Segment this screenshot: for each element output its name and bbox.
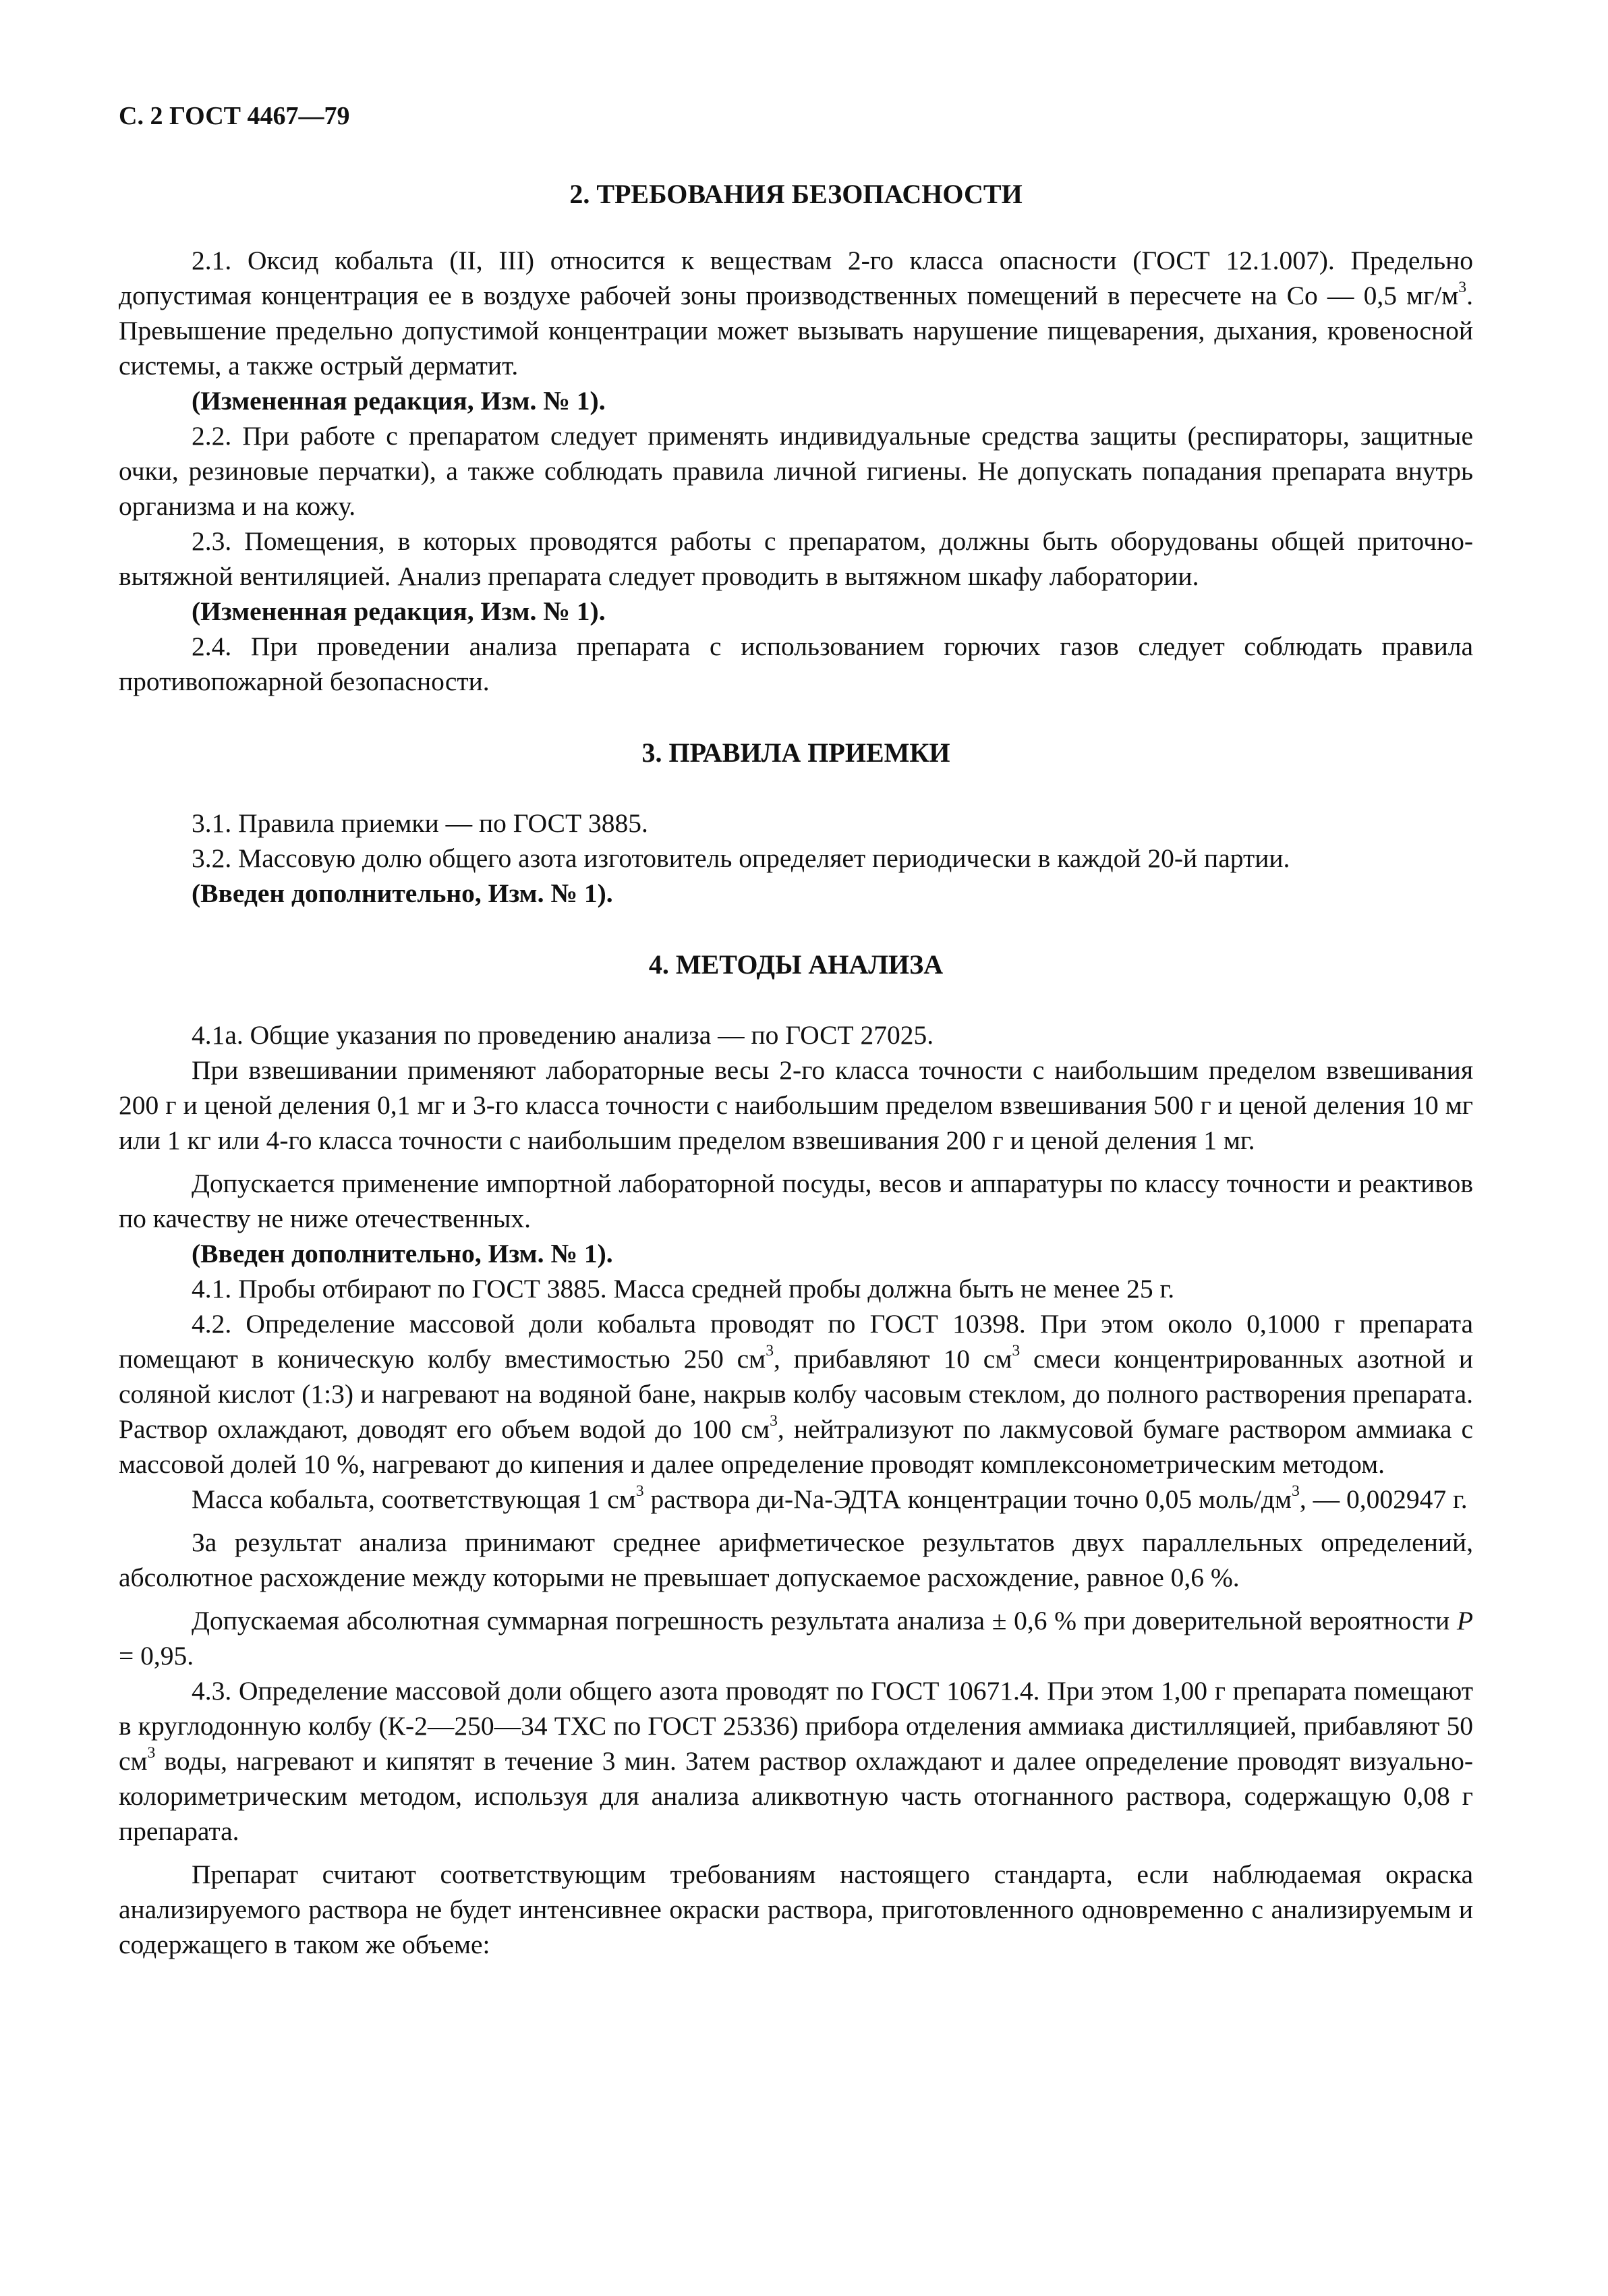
paragraph-4-3 xyxy=(119,1673,1473,1849)
probability-symbol: P xyxy=(1456,1606,1473,1635)
amendment-note: (Измененная редакция, Изм. № 1). xyxy=(192,596,606,626)
paragraph-4-2-text-c: смеси концентрированных азотной и соляной кислот (1:3) и нагревают на водяной бане, накрыв колбу часовым стеклом, до полного растворения препарата. Раствор охлаждают, доводят его объем водой до 100 см xyxy=(119,1344,1473,1444)
paragraph-error-text-a: Допускаемая абсолютная суммарная погрешность результата анализа ± 0,6 % при доверительной вероятности xyxy=(192,1606,1457,1635)
paragraph-4-1: 4.1. Пробы отбирают по ГОСТ 3885. Масса средней пробы должна быть не менее 25 г. xyxy=(192,1274,1175,1304)
paragraph-4-2-text-b: , прибавляют 10 см xyxy=(774,1344,1012,1374)
amendment-note: (Введен дополнительно, Изм. № 1). xyxy=(192,878,613,908)
superscript-3: 3 xyxy=(1458,279,1467,297)
document-body xyxy=(119,177,1473,1962)
paragraph-4-2-text-a: 4.2. Определение массовой доли кобальта проводят по ГОСТ 10398. При этом около 0,1000 г препарата помещают в коническую колбу вместимостью 250 см xyxy=(119,1309,1473,1374)
paragraph-weighing: При взвешивании применяют лабораторные весы 2-го класса точности с наибольшим пределом взвешивания 200 г и ценой деления 0,1 мг и 3-го класса точности с наибольшим пределом взвешивания 500 г и ценой деления 10 мг или 1 кг или 4-го класса точности с наибольшим пределом взвешивания 200 г и ценой деления 1 мг. xyxy=(119,1055,1473,1155)
paragraph-3-1: 3.1. Правила приемки — по ГОСТ 3885. xyxy=(192,808,648,838)
superscript-3: 3 xyxy=(147,1744,156,1762)
superscript-3: 3 xyxy=(1292,1482,1300,1501)
amendment-note: (Введен дополнительно, Изм. № 1). xyxy=(192,1239,613,1268)
superscript-3: 3 xyxy=(1012,1342,1021,1360)
paragraph-error xyxy=(119,1603,1473,1673)
paragraph-2-1-text-a: 2.1. Оксид кобальта (II, III) относится к веществам 2-го класса опасности (ГОСТ 12.1.007). Предельно допустимая концентрация ее в воздухе рабочей зоны производственных помещений в пересчете на Co — 0,5 мг/м xyxy=(119,246,1473,310)
paragraph-result: За результат анализа принимают среднее арифметическое результатов двух параллельных определений, абсолютное расхождение между которыми не превышает допускаемое расхождение, равное 0,6 %. xyxy=(119,1528,1473,1592)
paragraph-2-1 xyxy=(119,243,1473,383)
paragraph-4-2-text-d: , нейтрализуют по лакмусовой бумаге раствором аммиака с массовой долей 10 %, нагревают до кипения и далее определение проводят комплексонометрическим методом. xyxy=(119,1414,1473,1479)
paragraph-4-2 xyxy=(119,1306,1473,1482)
paragraph-2-2: 2.2. При работе с препаратом следует применять индивидуальные средства защиты (респираторы, защитные очки, резиновые перчатки), а также соблюдать правила личной гигиены. Не допускать попадания препарата внутрь организма и на кожу. xyxy=(119,421,1473,521)
section-title-methods: 4. МЕТОДЫ АНАЛИЗА xyxy=(648,949,944,980)
paragraph-3-2: 3.2. Массовую долю общего азота изготовитель определяет периодически в каждой 20-й партии. xyxy=(192,843,1290,873)
paragraph-cobalt-mass xyxy=(119,1482,1473,1517)
paragraph-2-1-text-b: . Превышение предельно допустимой концентрации может вызывать нарушение пищеварения, дыхания, кровеносной системы, а также острый дерматит. xyxy=(119,281,1473,381)
paragraph-4-1a: 4.1а. Общие указания по проведению анализа — по ГОСТ 27025. xyxy=(192,1020,934,1050)
paragraph-4-3-text-a: 4.3. Определение массовой доли общего азота проводят по ГОСТ 10671.4. При этом 1,00 г препарата помещают в круглодонную колбу (К-2—250—34 ТХС по ГОСТ 25336) прибора отделения аммиака дистилляцией, прибавляют 50 см xyxy=(119,1676,1473,1776)
paragraph-cobalt-mass-text-a: Масса кобальта, соответствующая 1 см xyxy=(192,1484,636,1514)
paragraph-import: Допускается применение импортной лабораторной посуды, весов и аппаратуры по классу точности и реактивов по качеству не ниже отечественных. xyxy=(119,1169,1473,1233)
paragraph-2-4: 2.4. При проведении анализа препарата с использованием горючих газов следует соблюдать правила противопожарной безопасности. xyxy=(119,632,1473,696)
section-title-acceptance: 3. ПРАВИЛА ПРИЕМКИ xyxy=(641,737,950,768)
paragraph-cobalt-mass-text-c: , — 0,002947 г. xyxy=(1299,1484,1468,1514)
page-header: С. 2 ГОСТ 4467—79 xyxy=(119,102,350,130)
paragraph-conformity: Препарат считают соответствующим требованиям настоящего стандарта, если наблюдаемая окраска анализируемого раствора не будет интенсивнее окраски раствора, приготовленного одновременно с анализируемым и содержащего в таком же объеме: xyxy=(119,1859,1473,1959)
paragraph-2-3: 2.3. Помещения, в которых проводятся работы с препаратом, должны быть оборудованы общей приточно-вытяжной вентиляцией. Анализ препарата следует проводить в вытяжном шкафу лаборатории. xyxy=(119,526,1473,591)
paragraph-error-text-b: = 0,95. xyxy=(119,1641,194,1671)
superscript-3: 3 xyxy=(635,1482,644,1501)
paragraph-cobalt-mass-text-b: раствора ди-Na-ЭДТА концентрации точно 0,05 моль/дм xyxy=(643,1484,1292,1514)
paragraph-4-3-text-b: воды, нагревают и кипятят в течение 3 мин. Затем раствор охлаждают и далее определение проводят визуально-колориметрическим методом, используя для анализа аликвотную часть отогнанного раствора, содержащую 0,08 г препарата. xyxy=(119,1746,1473,1846)
superscript-3: 3 xyxy=(766,1342,774,1360)
superscript-3: 3 xyxy=(770,1412,778,1430)
section-title-safety: 2. ТРЕБОВАНИЯ БЕЗОПАСНОСТИ xyxy=(569,179,1023,209)
amendment-note: (Измененная редакция, Изм. № 1). xyxy=(192,386,606,416)
